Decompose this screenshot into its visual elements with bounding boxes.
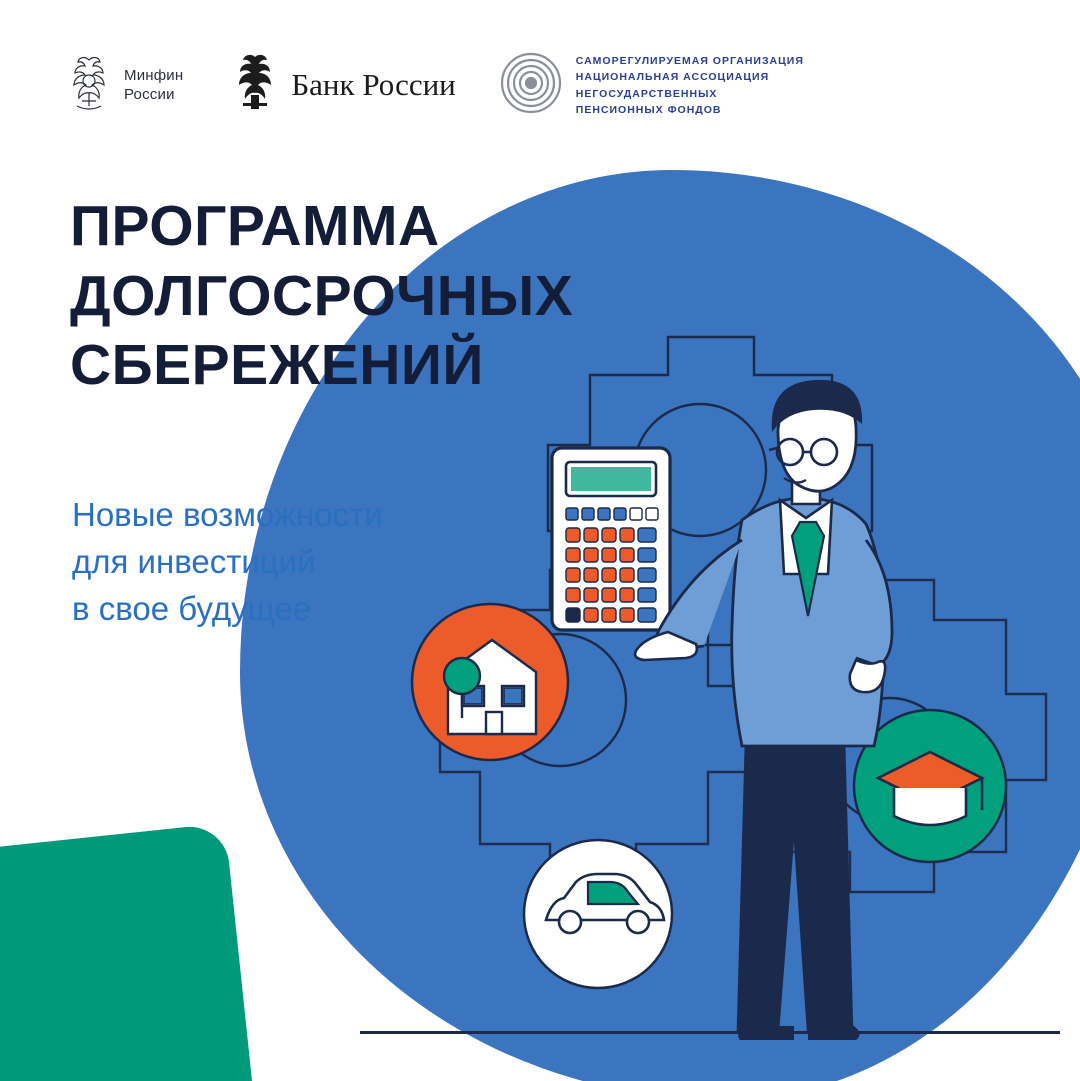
spiral-icon [500,52,562,119]
subtitle-line-3: в свое будущее [72,589,312,627]
logo-napf [500,52,804,119]
green-corner-shape [0,823,253,1081]
logo-row [66,52,804,119]
logo-napf-text: САМОРЕГУЛИРУЕМАЯ ОРГАНИЗАЦИЯ НАЦИОНАЛЬНАЯ АССОЦИАЦИЯ НЕГОСУДАРСТВЕННЫХ ПЕНСИОННЫХ ФОНДОВ [575,54,804,116]
double-headed-eagle-icon [66,54,112,117]
subtitle-line-2: для инвестиций [72,542,316,580]
headline-line-3: СБЕРЕЖЕНИЙ [70,333,484,398]
page-subtitle [72,492,383,633]
logo-bank-rossii-text: Банк России [291,67,456,103]
headline-line-1: ПРОГРАММА [70,194,440,258]
page-title [70,192,573,401]
logo-minfin [66,54,183,117]
headline-line-2: ДОЛГОСРОЧНЫХ [70,263,574,328]
double-headed-eagle-icon [231,53,279,118]
logo-minfin-text: Минфин России [124,66,184,103]
logo-bank-rossii [231,53,455,118]
bottom-rule [360,1031,1060,1034]
subtitle-line-1: Новые возможности [72,496,383,533]
